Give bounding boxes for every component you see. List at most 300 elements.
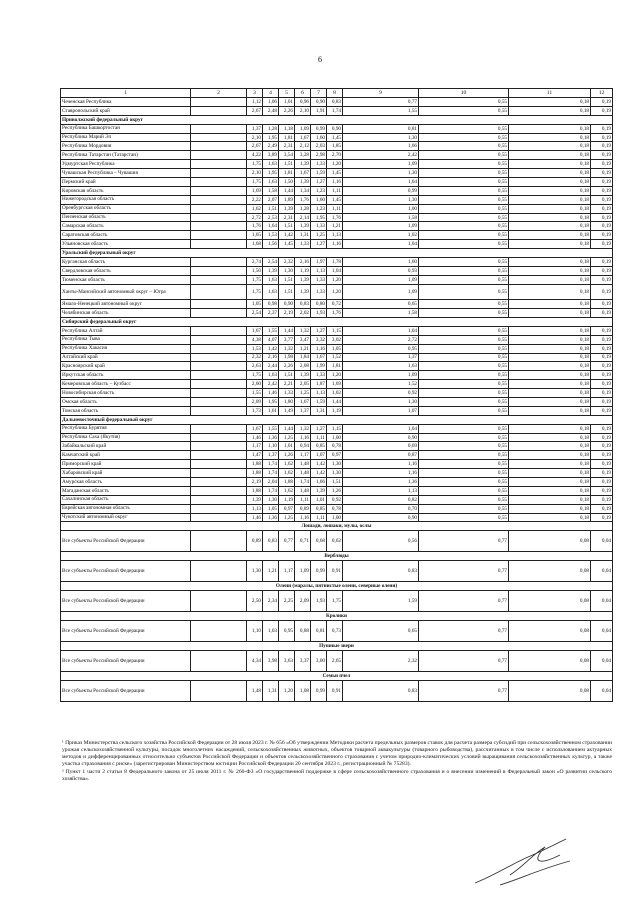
region-name: Челябинская область — [61, 309, 191, 318]
table-row — [61, 231, 613, 240]
value-cell: 1,09 — [295, 124, 311, 133]
table-row — [61, 451, 613, 460]
value-cell: 0,18 — [509, 213, 591, 222]
value-cell: 2,31 — [279, 213, 295, 222]
value-cell: 1,59 — [311, 169, 327, 178]
value-cell: 1,25 — [279, 433, 295, 442]
value-cell: 2,25 — [279, 591, 295, 612]
table-row — [61, 300, 613, 309]
value-cell: 1,09 — [343, 275, 419, 284]
value-cell: 0,18 — [509, 398, 591, 407]
animal-group-header-row — [61, 612, 613, 621]
value-cell: 1,63 — [343, 362, 419, 371]
value-cell — [191, 186, 247, 195]
footnote-2: ² Пункт 1 части 2 статьи 8 Федерального закона от 25 июля 2011 г. № 260-ФЗ «О государственной поддержке в сфере сельскохозяйственного страхования и о внесении изменений в Федеральный закон «О развитии сельского хозяйства». — [62, 769, 612, 782]
region-name: Тюменская область — [61, 275, 191, 284]
value-cell: 2,31 — [279, 142, 295, 151]
value-cell: 1,11 — [327, 186, 343, 195]
value-cell: 0,19 — [591, 469, 613, 478]
value-cell: 1,85 — [327, 142, 343, 151]
value-cell — [191, 344, 247, 353]
value-cell: 0,91 — [327, 681, 343, 702]
region-name: Еврейская автономная область — [61, 504, 191, 513]
value-cell: 0,77 — [343, 98, 419, 107]
value-cell: 0,55 — [419, 406, 509, 415]
value-cell — [191, 442, 247, 451]
table-row — [61, 591, 613, 612]
value-cell: 1,26 — [327, 486, 343, 495]
value-cell: 1,23 — [311, 204, 327, 213]
value-cell: 0,55 — [419, 124, 509, 133]
value-cell: 1,55 — [343, 106, 419, 115]
region-name: Амурская область — [61, 478, 191, 487]
value-cell: 1,37 — [295, 406, 311, 415]
value-cell: 0,19 — [591, 442, 613, 451]
value-cell: 3,47 — [295, 335, 311, 344]
value-cell: 0,55 — [419, 380, 509, 389]
district-title: Сибирский федеральный округ — [61, 317, 613, 326]
value-cell: 2,10 — [247, 169, 263, 178]
value-cell: 1,31 — [263, 681, 279, 702]
district-title: Дальневосточный федеральный округ — [61, 415, 613, 424]
region-name: Республика Бурятия — [61, 424, 191, 433]
value-cell: 0,55 — [419, 478, 509, 487]
value-cell: 0,55 — [419, 284, 509, 300]
value-cell: 1,67 — [295, 398, 311, 407]
value-cell: 1,20 — [327, 371, 343, 380]
value-cell: 2,26 — [279, 362, 295, 371]
value-cell: 1,08 — [295, 681, 311, 702]
region-name: Оренбургская область — [61, 204, 191, 213]
value-cell: 1,80 — [279, 398, 295, 407]
value-cell: 1,11 — [295, 495, 311, 504]
value-cell: 1,28 — [263, 124, 279, 133]
table-row — [61, 160, 613, 169]
region-name: Саратовская область — [61, 231, 191, 240]
value-cell: 1,98 — [279, 353, 295, 362]
value-cell: 1,48 — [295, 469, 311, 478]
value-cell: 0,18 — [509, 151, 591, 160]
animal-group-header-row — [61, 552, 613, 561]
value-cell: 1,44 — [279, 186, 295, 195]
value-cell: 0,08 — [509, 531, 591, 552]
value-cell — [191, 204, 247, 213]
value-cell: 1,27 — [311, 178, 327, 187]
value-cell: 1,33 — [295, 240, 311, 249]
value-cell: 0,55 — [419, 389, 509, 398]
value-cell: 0,19 — [591, 231, 613, 240]
value-cell: 0,89 — [247, 531, 263, 552]
value-cell: 1,67 — [311, 353, 327, 362]
value-cell — [191, 389, 247, 398]
value-cell: 0,97 — [327, 451, 343, 460]
value-cell: 0,87 — [343, 451, 419, 460]
region-name: Ставропольский край — [61, 106, 191, 115]
value-cell: 0,19 — [591, 124, 613, 133]
value-cell — [191, 142, 247, 151]
value-cell: 1,50 — [247, 266, 263, 275]
value-cell: 1,20 — [327, 160, 343, 169]
table-row — [61, 495, 613, 504]
value-cell — [191, 231, 247, 240]
value-cell: 1,16 — [343, 469, 419, 478]
value-cell: 0,56 — [343, 531, 419, 552]
value-cell: 0,19 — [591, 335, 613, 344]
value-cell: 1,01 — [279, 442, 295, 451]
value-cell: 1,75 — [327, 591, 343, 612]
value-cell: 1,97 — [311, 258, 327, 267]
value-cell: 0,85 — [311, 504, 327, 513]
value-cell: 0,18 — [509, 300, 591, 309]
value-cell: 1,62 — [279, 469, 295, 478]
value-cell: 2,54 — [263, 258, 279, 267]
value-cell: 1,11 — [327, 204, 343, 213]
value-cell: 0,18 — [509, 231, 591, 240]
table-row — [61, 186, 613, 195]
value-cell: 1,07 — [311, 451, 327, 460]
header-cell: 10 — [419, 89, 509, 98]
value-cell: 1,33 — [311, 284, 327, 300]
value-cell: 1,30 — [279, 266, 295, 275]
value-cell: 1,18 — [279, 124, 295, 133]
header-cell: 2 — [191, 89, 247, 98]
header-cell: 7 — [311, 89, 327, 98]
value-cell: 1,48 — [295, 486, 311, 495]
table-row — [61, 380, 613, 389]
value-cell: 2,67 — [247, 106, 263, 115]
value-cell: 2,02 — [295, 309, 311, 318]
value-cell: 1,25 — [311, 231, 327, 240]
value-cell: 2,07 — [263, 195, 279, 204]
district-title: Уральский федеральный округ — [61, 249, 613, 258]
value-cell: 1,67 — [295, 169, 311, 178]
value-cell: 0,18 — [509, 258, 591, 267]
table-row — [61, 275, 613, 284]
value-cell: 1,37 — [247, 124, 263, 133]
value-cell: 1,51 — [279, 222, 295, 231]
rates-table — [60, 88, 613, 702]
value-cell — [191, 424, 247, 433]
value-cell: 0,62 — [327, 531, 343, 552]
value-cell: 2,53 — [263, 213, 279, 222]
footnote-1: ¹ Приказ Министерства сельского хозяйства Российской Федерации от 28 июля 2023 г. № 656 «Об утверждении Методики расчета предельных размеров ставок для расчета размера субсидий при сельскохозяйственном страховании урожая сельскохозяйственной культуры, посадок многолетних насаждений, сельскохозяйственных животных, объектов товарной аквакультуры (товарного рыбоводства), рассчитанных в том числе с использованием актуарных методов и дифференцированных относительно субъектов Российской Федерации и объектов сельскохозяйственного страхования с учетом природно-климатических условий выращивания сельскохозяйственных культур, а также участка страхования с риске» (зарегистрирован Министерством юстиции Российской Федерации 20 сентября 2023 г., регистрационный № 75283). — [62, 740, 612, 767]
value-cell: 0,04 — [591, 621, 613, 642]
value-cell: 1,51 — [279, 284, 295, 300]
value-cell — [191, 169, 247, 178]
value-cell: 0,19 — [591, 371, 613, 380]
value-cell: 1,12 — [247, 98, 263, 107]
value-cell: 0,19 — [591, 424, 613, 433]
value-cell: 1,09 — [343, 284, 419, 300]
value-cell: 0,18 — [509, 424, 591, 433]
value-cell: 0,19 — [591, 300, 613, 309]
district-header-row — [61, 317, 613, 326]
value-cell: 3,63 — [279, 651, 295, 672]
table-row — [61, 362, 613, 371]
value-cell: 1,30 — [327, 460, 343, 469]
value-cell: 2,32 — [247, 353, 263, 362]
value-cell: 3,37 — [295, 651, 311, 672]
region-name: Пензенская область — [61, 213, 191, 222]
value-cell: 1,51 — [279, 371, 295, 380]
value-cell: 1,95 — [263, 133, 279, 142]
value-cell: 0,78 — [327, 442, 343, 451]
value-cell: 1,55 — [263, 424, 279, 433]
value-cell: 1,04 — [327, 266, 343, 275]
value-cell: 1,16 — [295, 513, 311, 522]
value-cell — [191, 309, 247, 318]
value-cell: 0,18 — [509, 478, 591, 487]
table-row — [61, 98, 613, 107]
table-row — [61, 151, 613, 160]
value-cell: 0,81 — [343, 124, 419, 133]
value-cell — [191, 531, 247, 552]
region-name: Чукотский автономный округ — [61, 513, 191, 522]
value-cell: 1,04 — [343, 178, 419, 187]
value-cell: 0,18 — [509, 513, 591, 522]
header-cell: 1 — [61, 89, 191, 98]
value-cell: 1,69 — [247, 186, 263, 195]
value-cell: 1,09 — [343, 371, 419, 380]
region-name: Ханты-Мансийский автономный округ – Югра — [61, 284, 191, 300]
value-cell: 1,50 — [279, 178, 295, 187]
value-cell: 1,53 — [263, 231, 279, 240]
table-row — [61, 621, 613, 642]
value-cell: 0,90 — [327, 124, 343, 133]
value-cell: 1,20 — [279, 681, 295, 702]
table-row — [61, 406, 613, 415]
region-name: Удмуртская Республика — [61, 160, 191, 169]
table-row — [61, 133, 613, 142]
value-cell: 1,23 — [311, 186, 327, 195]
value-cell: 0,18 — [509, 362, 591, 371]
value-cell: 1,04 — [343, 424, 419, 433]
value-cell: 1,26 — [279, 451, 295, 460]
value-cell: 1,46 — [247, 513, 263, 522]
value-cell: 0,08 — [509, 651, 591, 672]
value-cell: 1,17 — [247, 442, 263, 451]
animal-group-header-row — [61, 522, 613, 531]
value-cell: 0,55 — [419, 178, 509, 187]
table-row — [61, 486, 613, 495]
animal-group-title: Верблюды — [61, 552, 613, 561]
table-row — [61, 195, 613, 204]
value-cell: 0,90 — [311, 98, 327, 107]
value-cell: 0,55 — [419, 326, 509, 335]
value-cell: 0,55 — [419, 258, 509, 267]
value-cell: 1,19 — [295, 266, 311, 275]
value-cell: 1,88 — [279, 478, 295, 487]
value-cell: 0,93 — [343, 266, 419, 275]
table-row — [61, 258, 613, 267]
value-cell: 0,69 — [343, 442, 419, 451]
value-cell: 1,20 — [327, 275, 343, 284]
value-cell: 1,09 — [343, 222, 419, 231]
value-cell: 1,47 — [247, 451, 263, 460]
animal-group-title: Семьи пчел — [61, 672, 613, 681]
value-cell: 2,03 — [311, 142, 327, 151]
value-cell: 1,02 — [327, 389, 343, 398]
value-cell: 1,48 — [247, 681, 263, 702]
region-name: Республика Башкортостан — [61, 124, 191, 133]
value-cell: 0,71 — [295, 531, 311, 552]
value-cell: 2,21 — [279, 380, 295, 389]
value-cell: 0,55 — [419, 433, 509, 442]
value-cell: 2,14 — [295, 213, 311, 222]
value-cell: 0,19 — [591, 504, 613, 513]
value-cell: 0,55 — [419, 275, 509, 284]
value-cell — [191, 451, 247, 460]
value-cell: 0,55 — [419, 344, 509, 353]
value-cell: 4,07 — [263, 335, 279, 344]
value-cell: 2,10 — [247, 133, 263, 142]
value-cell: 2,08 — [295, 362, 311, 371]
value-cell: 0,18 — [509, 460, 591, 469]
value-cell: 1,58 — [343, 213, 419, 222]
value-cell: 0,19 — [591, 513, 613, 522]
value-cell: 1,34 — [295, 186, 311, 195]
value-cell: 1,74 — [263, 486, 279, 495]
value-cell — [191, 266, 247, 275]
value-cell: 1,67 — [295, 133, 311, 142]
table-row — [61, 442, 613, 451]
header-cell: 5 — [279, 89, 295, 98]
value-cell: 1,13 — [343, 486, 419, 495]
value-cell: 2,60 — [247, 380, 263, 389]
value-cell: 0,04 — [591, 531, 613, 552]
value-cell: 0,55 — [419, 142, 509, 151]
value-cell: 2,65 — [327, 651, 343, 672]
value-cell: 2,32 — [279, 258, 295, 267]
value-cell: 0,55 — [419, 353, 509, 362]
value-cell: 1,20 — [327, 284, 343, 300]
value-cell: 0,18 — [509, 106, 591, 115]
value-cell: 1,49 — [279, 406, 295, 415]
value-cell: 1,51 — [279, 275, 295, 284]
value-cell: 0,55 — [419, 300, 509, 309]
value-cell: 0,55 — [419, 309, 509, 318]
value-cell — [191, 495, 247, 504]
value-cell: 0,18 — [509, 389, 591, 398]
region-name: Новосибирская область — [61, 389, 191, 398]
value-cell — [191, 651, 247, 672]
value-cell: 1,28 — [295, 204, 311, 213]
value-cell: 1,76 — [247, 222, 263, 231]
value-cell — [191, 195, 247, 204]
value-cell: 1,55 — [247, 389, 263, 398]
value-cell: 0,18 — [509, 442, 591, 451]
value-cell: 1,31 — [295, 231, 311, 240]
value-cell: 0,55 — [419, 231, 509, 240]
value-cell: 1,33 — [311, 222, 327, 231]
value-cell: 1,30 — [343, 169, 419, 178]
value-cell: 1,42 — [311, 469, 327, 478]
value-cell: 2,54 — [247, 309, 263, 318]
value-cell: 1,30 — [247, 561, 263, 582]
region-name: Республика Марий Эл — [61, 133, 191, 142]
region-name: Самарская область — [61, 222, 191, 231]
value-cell: 2,16 — [295, 258, 311, 267]
value-cell: 0,55 — [419, 442, 509, 451]
value-cell: 2,32 — [343, 651, 419, 672]
value-cell: 0,19 — [591, 353, 613, 362]
value-cell: 2,26 — [279, 106, 295, 115]
value-cell: 1,59 — [343, 591, 419, 612]
value-cell: 0,18 — [509, 504, 591, 513]
value-cell: 0,88 — [295, 621, 311, 642]
value-cell: 0,19 — [591, 213, 613, 222]
value-cell: 1,27 — [311, 326, 327, 335]
animal-group-title: Кролики — [61, 612, 613, 621]
region-name: Приморский край — [61, 460, 191, 469]
value-cell: 2,22 — [247, 195, 263, 204]
region-name: Ульяновская область — [61, 240, 191, 249]
value-cell: 1,30 — [327, 469, 343, 478]
value-cell: 1,95 — [263, 169, 279, 178]
value-cell: 1,39 — [279, 204, 295, 213]
animal-group-header-row — [61, 582, 613, 591]
value-cell: 0,18 — [509, 353, 591, 362]
value-cell — [191, 133, 247, 142]
table-row — [61, 169, 613, 178]
animal-group-title: Пушные звери — [61, 642, 613, 651]
table-row — [61, 213, 613, 222]
value-cell: 0,90 — [279, 300, 295, 309]
value-cell: 1,09 — [343, 160, 419, 169]
table-row — [61, 124, 613, 133]
region-name: Все субъекты Российской Федерации — [61, 681, 191, 702]
value-cell: 0,18 — [509, 469, 591, 478]
value-cell: 1,42 — [279, 231, 295, 240]
value-cell: 0,18 — [509, 326, 591, 335]
district-header-row — [61, 415, 613, 424]
value-cell: 1,95 — [263, 398, 279, 407]
value-cell: 0,55 — [419, 186, 509, 195]
value-cell: 0,55 — [419, 106, 509, 115]
value-cell: 0,19 — [591, 204, 613, 213]
value-cell: 0,19 — [591, 133, 613, 142]
table-row — [61, 504, 613, 513]
value-cell: 1,13 — [311, 389, 327, 398]
value-cell: 0,55 — [419, 486, 509, 495]
value-cell: 1,00 — [327, 433, 343, 442]
region-name: Республика Хакасия — [61, 344, 191, 353]
table-row — [61, 469, 613, 478]
region-name: Все субъекты Российской Федерации — [61, 531, 191, 552]
value-cell: 0,18 — [509, 275, 591, 284]
value-cell — [191, 406, 247, 415]
value-cell: 1,75 — [247, 178, 263, 187]
value-cell: 0,19 — [591, 98, 613, 107]
region-name: Забайкальский край — [61, 442, 191, 451]
value-cell — [191, 681, 247, 702]
value-cell: 0,83 — [327, 98, 343, 107]
value-cell: 1,84 — [295, 353, 311, 362]
region-name: Сахалинская область — [61, 495, 191, 504]
value-cell: 0,55 — [419, 424, 509, 433]
value-cell: 0,83 — [263, 531, 279, 552]
value-cell: 1,16 — [343, 460, 419, 469]
value-cell: 0,19 — [591, 326, 613, 335]
header-cell: 8 — [327, 89, 343, 98]
value-cell: 0,18 — [509, 406, 591, 415]
value-cell — [191, 380, 247, 389]
value-cell: 1,39 — [247, 495, 263, 504]
value-cell: 2,49 — [263, 142, 279, 151]
value-cell: 1,75 — [247, 160, 263, 169]
value-cell: 0,08 — [509, 561, 591, 582]
value-cell: 0,95 — [279, 621, 295, 642]
